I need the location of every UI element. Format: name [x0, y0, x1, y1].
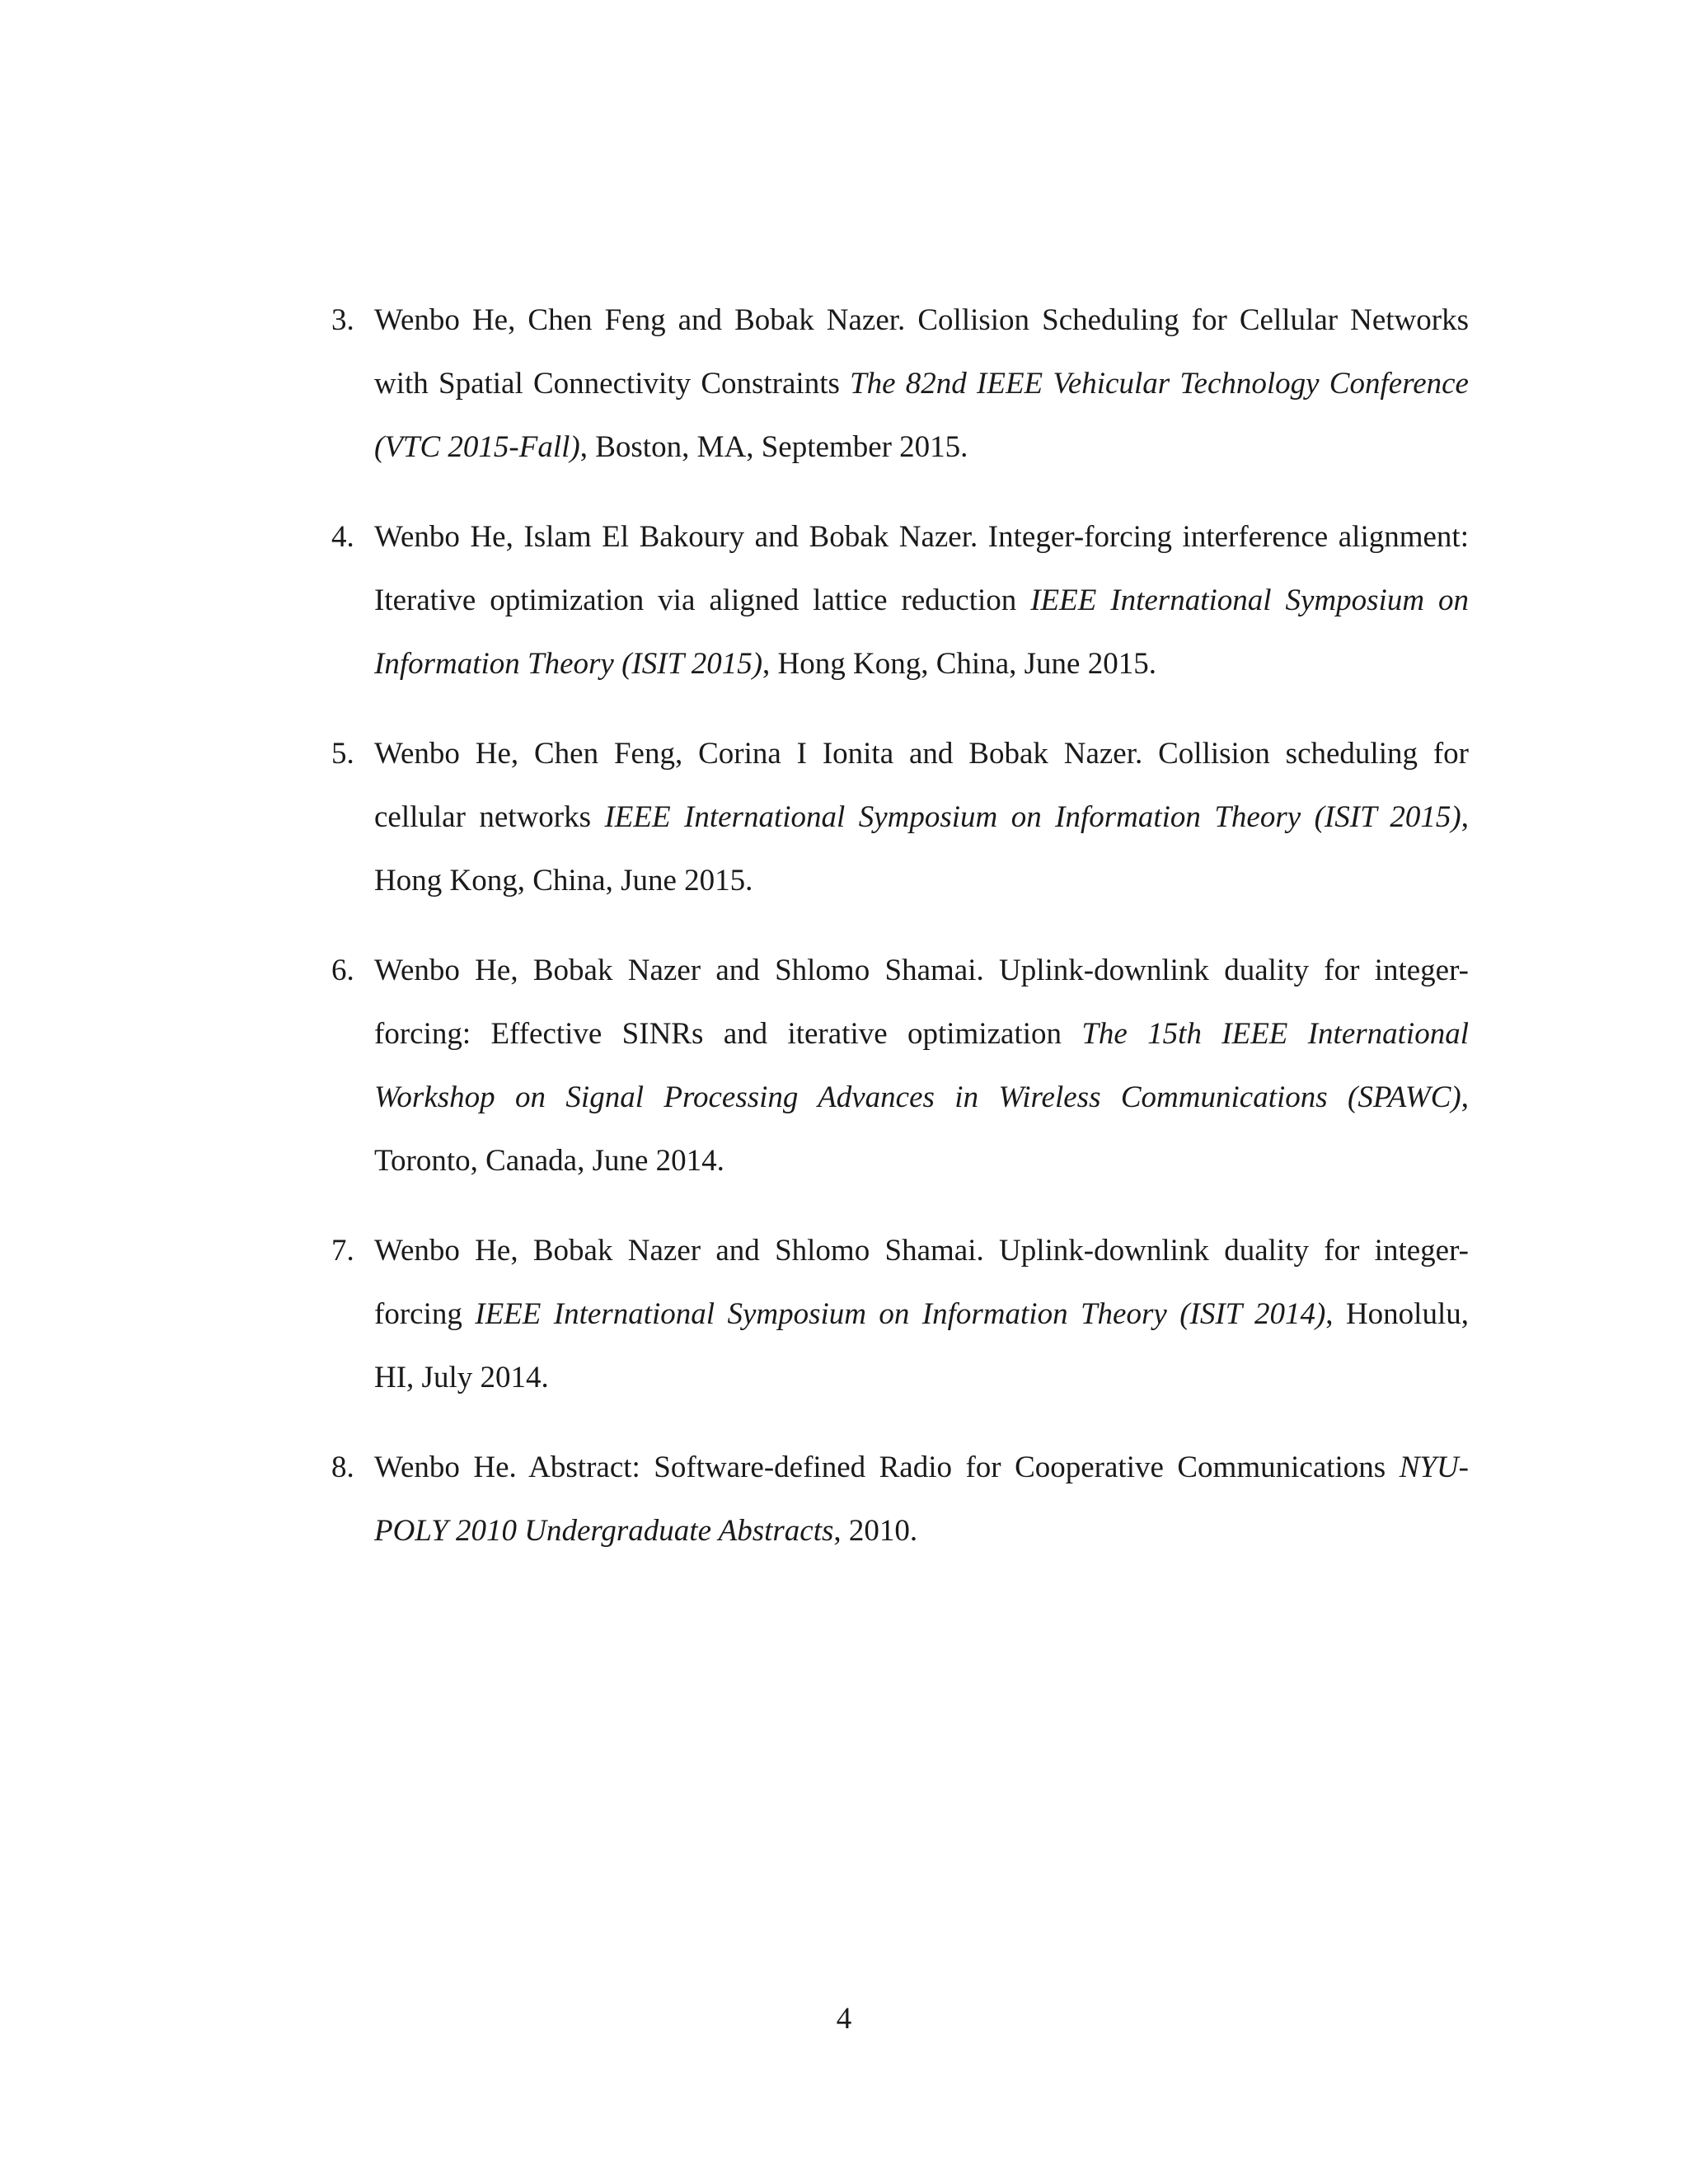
- publication-item-3: [331, 288, 1469, 479]
- publication-venue: IEEE International Symposium on Information Theory (ISIT 2014): [475, 1297, 1326, 1331]
- publication-venue: The 15th IEEE International Workshop on Signal Processing Advances in Wireless Communications (SPAWC): [374, 1017, 1469, 1114]
- publication-item-6: [331, 939, 1469, 1193]
- publication-authors-title: Wenbo He. Abstract: Software-defined Radio for Cooperative Communications: [374, 1451, 1400, 1484]
- publication-number: 6.: [331, 954, 354, 987]
- publication-details: , Hong Kong, China, June 2015.: [374, 800, 1469, 898]
- publication-authors-title: Wenbo He, Bobak Nazer and Shlomo Shamai. Uplink-downlink duality for integer-forcing: Effective SINRs and iterative optimization: [374, 954, 1469, 1051]
- publication-number: 8.: [331, 1451, 354, 1484]
- publication-authors-title: Wenbo He, Bobak Nazer and Shlomo Shamai. Uplink-downlink duality for integer-forcing: [374, 1234, 1469, 1331]
- publication-details: , Honolulu, HI, July 2014.: [374, 1297, 1469, 1394]
- publication-venue: IEEE International Symposium on Information Theory (ISIT 2015): [604, 800, 1461, 834]
- publication-item-8: [331, 1436, 1469, 1563]
- publication-number: 7.: [331, 1234, 354, 1268]
- publication-authors-title: Wenbo He, Chen Feng, Corina I Ionita and Bobak Nazer. Collision scheduling for cellular networks: [374, 737, 1469, 834]
- publication-item-5: [331, 722, 1469, 912]
- publication-venue: The 82nd IEEE Vehicular Technology Conference (VTC 2015-Fall): [374, 367, 1469, 464]
- publication-number: 3.: [331, 303, 354, 337]
- publication-list: [331, 288, 1469, 1589]
- publication-authors-title: Wenbo He, Chen Feng and Bobak Nazer. Collision Scheduling for Cellular Networks with Spatial Connectivity Constraints: [374, 303, 1469, 401]
- publication-number: 4.: [331, 520, 354, 554]
- publication-authors-title: Wenbo He, Islam El Bakoury and Bobak Nazer. Integer-forcing interference alignment: Iterative optimization via aligned lattice reduction: [374, 520, 1469, 617]
- publication-venue: IEEE International Symposium on Information Theory (ISIT 2015): [374, 583, 1469, 681]
- page-number: 4: [836, 2002, 852, 2036]
- publication-venue: NYU-POLY 2010 Undergraduate Abstracts: [374, 1451, 1469, 1548]
- publication-details: , 2010.: [833, 1514, 918, 1548]
- publication-item-7: [331, 1219, 1469, 1409]
- publication-number: 5.: [331, 737, 354, 771]
- publication-details: , Hong Kong, China, June 2015.: [762, 647, 1156, 681]
- publication-item-4: [331, 505, 1469, 696]
- publication-details: , Toronto, Canada, June 2014.: [374, 1080, 1469, 1178]
- publication-details: , Boston, MA, September 2015.: [579, 430, 968, 464]
